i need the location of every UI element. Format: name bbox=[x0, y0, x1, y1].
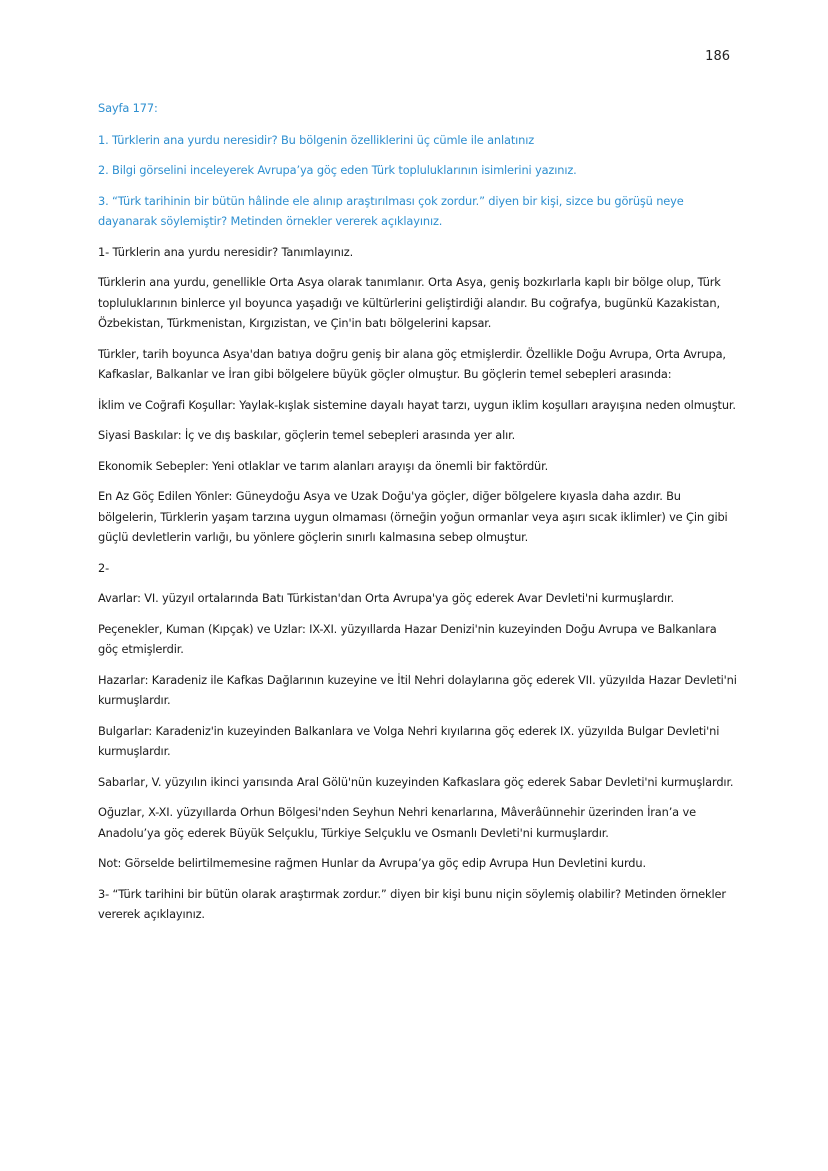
answer-2-sabirs: Sabarlar, V. yüzyılın ikinci yarısında Aral Gölü'nün kuzeyinden Kafkaslara göç ederek Sabar Devleti'ni kurmuşlardır. bbox=[98, 774, 734, 789]
answer-1-paragraph-least-directions: En Az Göç Edilen Yönler: Güneydoğu Asya ve Uzak Doğu'ya göçler, diğer bölgelere kıyasla daha azdır. Bu bölgelerin, Türklerin yaşam tarzına uygun olmaması (örneğin yoğun ormanlar veya aşırı sıcak iklimler) ve Çin gibi güçlü devletlerin varlığı, bu yönlere göçlerin sınırlı kalmasına sebep olmuştur. bbox=[98, 489, 728, 544]
answer-3-heading: 3- “Türk tarihini bir bütün olarak araştırmak zordur.” diyen bir kişi bunu niçin söylemiş olabilir? Metinden örnekler vererek açıklayınız. bbox=[98, 886, 726, 921]
answer-2-khazars: Hazarlar: Karadeniz ile Kafkas Dağlarının kuzeyine ve İtil Nehri dolaylarına göç ederek VII. yüzyılda Hazar Devleti'ni kurmuşlardır. bbox=[98, 672, 737, 707]
answer-2-avars: Avarlar: VI. yüzyıl ortalarında Batı Türkistan'dan Orta Avrupa'ya göç ederek Avar Devleti'ni kurmuşlardır. bbox=[98, 591, 675, 605]
question-2: 2. Bilgi görselini inceleyerek Avrupa’ya göç eden Türk topluluklarının isimlerini yazınız. bbox=[98, 163, 577, 177]
answer-1-paragraph-migrations: Türkler, tarih boyunca Asya'dan batıya doğru geniş bir alana göç etmişlerdir. Özellikle Doğu Avrupa, Orta Avrupa, Kafkaslar, Balkanlar ve İran gibi bölgelere büyük göçler olmuştur. Bu göçlerin temel sebepleri arasında: bbox=[98, 346, 726, 381]
answer-2-heading: 2- bbox=[98, 560, 110, 575]
answer-2-bulgars: Bulgarlar: Karadeniz'in kuzeyinden Balkanlara ve Volga Nehri kıyılarına göç ederek IX. yüzyılda Bulgar Devleti'ni kurmuşlardır. bbox=[98, 723, 720, 758]
answer-1-paragraph-homeland: Türklerin ana yurdu, genellikle Orta Asya olarak tanımlanır. Orta Asya, geniş bozkırlarla kaplı bir bölge olup, Türk topluluklarının binlerce yıl boyunca yaşadığı ve kültürlerini geliştirdiği alandır. Bu coğrafya, bugünkü Kazakistan, Özbekistan, Türkmenistan, Kırgızistan, ve Çin'in batı bölgelerini kapsar. bbox=[98, 275, 721, 330]
answer-2-oghuz: Oğuzlar, X-XI. yüzyıllarda Orhun Bölgesi'nden Seyhun Nehri kenarlarına, Mâverâünnehir üzerinden İran’a ve Anadolu’ya göç ederek Büyük Selçuklu, Türkiye Selçuklu ve Osmanlı Devleti'ni kurmuşlardır. bbox=[98, 805, 696, 840]
answer-1-paragraph-climate: İklim ve Coğrafi Koşullar: Yaylak-kışlak sistemine dayalı hayat tarzı, uygun iklim koşulları arayışına neden olmuştur. bbox=[98, 397, 736, 412]
answer-1-paragraph-political: Siyasi Baskılar: İç ve dış baskılar, göçlerin temel sebepleri arasında yer alır. bbox=[98, 428, 516, 442]
page-number: 186 bbox=[705, 49, 730, 64]
page-reference: Sayfa 177: bbox=[98, 101, 158, 115]
answer-1-heading: 1- Türklerin ana yurdu neresidir? Tanımlayınız. bbox=[98, 244, 354, 259]
question-1: 1. Türklerin ana yurdu neresidir? Bu bölgenin özelliklerini üç cümle ile anlatınız bbox=[98, 132, 535, 147]
answer-2-pechenegs: Peçenekler, Kuman (Kıpçak) ve Uzlar: IX-XI. yüzyıllarda Hazar Denizi'nin kuzeyinden Doğu Avrupa ve Balkanlara göç etmişlerdir. bbox=[98, 621, 717, 656]
document-body bbox=[98, 98, 738, 935]
answer-1-paragraph-economic: Ekonomik Sebepler: Yeni otlaklar ve tarım alanları arayışı da önemli bir faktördür. bbox=[98, 458, 549, 473]
answer-2-note: Not: Görselde belirtilmemesine rağmen Hunlar da Avrupa’ya göç edip Avrupa Hun Devletini kurdu. bbox=[98, 856, 646, 870]
question-3: 3. “Türk tarihinin bir bütün hâlinde ele alınıp araştırılması çok zordur.” diyen bir kişi, sizce bu görüşü neye dayanarak söylemiştir? Metinden örnekler vererek açıklayınız. bbox=[98, 193, 684, 228]
